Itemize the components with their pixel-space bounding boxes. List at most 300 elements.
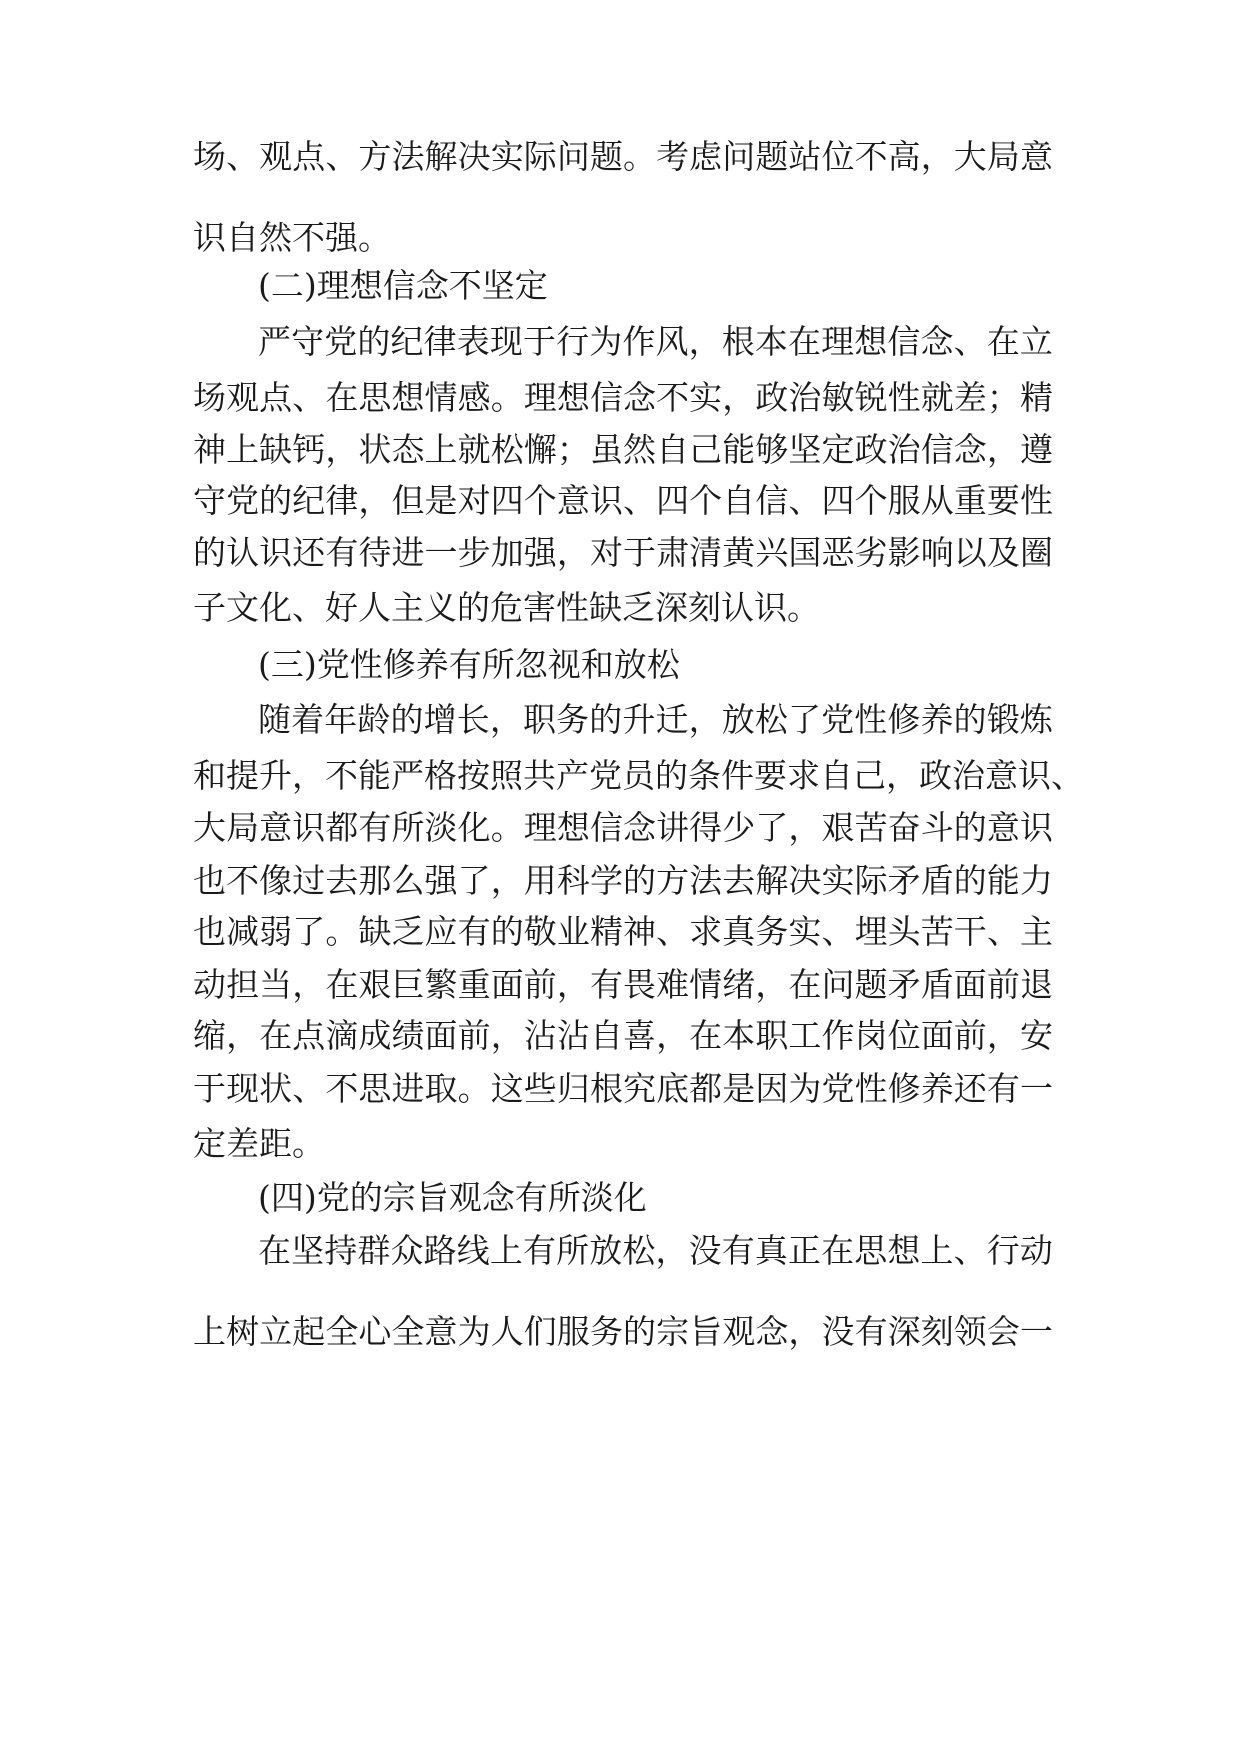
text-char: 观 xyxy=(226,378,260,417)
text-char: 放 xyxy=(721,700,755,739)
text-char: 局 xyxy=(226,808,260,847)
text-char: 的 xyxy=(953,808,987,847)
text-char: 神 xyxy=(623,912,657,951)
text-char: 这 xyxy=(490,1069,524,1108)
text-char: 恶 xyxy=(821,533,855,572)
text-char: 己 xyxy=(853,756,886,795)
text-char: 求 xyxy=(689,912,723,951)
text-char: 弱 xyxy=(259,912,293,951)
text-char: 所 xyxy=(391,808,425,847)
text-char: 信 xyxy=(887,322,921,361)
text-char: 精 xyxy=(589,912,623,951)
text-char: 岗 xyxy=(854,1016,888,1055)
text-char: 守 xyxy=(193,481,226,520)
text-char: 安 xyxy=(1019,1016,1053,1055)
text-char: 念 xyxy=(920,322,954,361)
text-line xyxy=(258,1231,1053,1271)
text-char: 清 xyxy=(689,533,723,572)
text-char: 们 xyxy=(523,1312,557,1351)
text-char: 树 xyxy=(226,1312,260,1351)
text-char: 作 xyxy=(821,1016,855,1055)
text-char: 劣 xyxy=(854,533,888,572)
text-char: 遵 xyxy=(1019,430,1053,469)
text-char: 钙 xyxy=(292,430,326,469)
text-char: 照 xyxy=(490,756,523,795)
text-char: 党 xyxy=(589,756,622,795)
text-char: 干 xyxy=(953,912,987,951)
text-char: ， xyxy=(490,861,524,900)
text-char: 高 xyxy=(887,137,921,176)
text-char: 养 xyxy=(920,700,954,739)
text-char: 沾 xyxy=(556,1016,590,1055)
text-char: 了 xyxy=(457,861,491,900)
text-char: ， xyxy=(722,378,756,417)
text-char: 、 xyxy=(623,481,657,520)
text-char: 修 xyxy=(887,700,921,739)
text-char: 矛 xyxy=(887,965,921,1004)
text-char: 上 xyxy=(226,430,260,469)
text-char: 就 xyxy=(457,430,491,469)
text-char: 想 xyxy=(556,378,590,417)
text-char: 步 xyxy=(457,533,491,572)
text-char: 、 xyxy=(292,378,326,417)
text-char: 够 xyxy=(755,430,789,469)
text-char: 、 xyxy=(325,137,359,176)
text-char: 斗 xyxy=(920,808,954,847)
text-char: 识 xyxy=(589,481,623,520)
text-char: 观 xyxy=(722,1312,756,1351)
text-char: 强 xyxy=(424,861,458,900)
text-char: 迁 xyxy=(655,700,689,739)
text-char: 是 xyxy=(424,481,458,520)
text-char: 肃 xyxy=(656,533,690,572)
text-char: 的 xyxy=(589,700,623,739)
text-char: 面 xyxy=(490,965,524,1004)
text-char: 面 xyxy=(953,965,987,1004)
text-char: 四 xyxy=(490,481,524,520)
text-char: 律 xyxy=(423,322,457,361)
text-char: 场 xyxy=(193,378,226,417)
text-char: 坚 xyxy=(788,430,822,469)
text-char: 、 xyxy=(1051,756,1084,795)
text-char: ， xyxy=(358,481,392,520)
text-char: 难 xyxy=(656,965,690,1004)
text-char: 缩 xyxy=(193,1016,226,1055)
text-char: 行 xyxy=(986,1231,1020,1270)
text-char: 响 xyxy=(920,533,954,572)
text-line xyxy=(193,1016,1053,1056)
text-char: 前 xyxy=(953,1016,987,1055)
text-char: 众 xyxy=(390,1231,424,1270)
text-char: 过 xyxy=(292,861,326,900)
text-char: 着 xyxy=(291,700,325,739)
text-char: 党 xyxy=(821,700,855,739)
text-char: 作 xyxy=(622,322,656,361)
text-char: 还 xyxy=(953,1069,987,1108)
text-char: ， xyxy=(490,1016,524,1055)
text-char: 旨 xyxy=(689,1312,723,1351)
text-char: 成 xyxy=(358,1016,392,1055)
text-char: 、 xyxy=(656,912,690,951)
text-char: 想 xyxy=(887,1231,921,1270)
text-char: 国 xyxy=(788,533,822,572)
text-char: 在 xyxy=(788,965,822,1004)
text-char: ， xyxy=(489,700,523,739)
text-char: 在 xyxy=(259,1016,293,1055)
text-char: 治 xyxy=(952,756,985,795)
text-char: 松 xyxy=(490,430,524,469)
text-char: 究 xyxy=(623,1069,657,1108)
text-char: 严 xyxy=(258,322,291,361)
text-char: 讲 xyxy=(656,808,690,847)
text-char: 为 xyxy=(788,1069,822,1108)
text-char: 繁 xyxy=(424,965,458,1004)
text-char: ， xyxy=(325,430,359,469)
text-char: 本 xyxy=(722,1016,756,1055)
text-char: 有 xyxy=(854,1312,888,1351)
text-char: 底 xyxy=(656,1069,690,1108)
text-char: 有 xyxy=(358,808,392,847)
text-char: 位 xyxy=(887,1016,921,1055)
text-char: 问 xyxy=(722,137,756,176)
text-char: 随 xyxy=(258,700,291,739)
text-char: 前 xyxy=(457,1016,491,1055)
text-char: 锐 xyxy=(854,378,888,417)
text-line xyxy=(258,322,1053,362)
text-char: 意 xyxy=(1019,137,1053,176)
text-char: 、 xyxy=(292,1069,326,1108)
text-char: 政 xyxy=(919,756,952,795)
text-char: 差 xyxy=(953,378,987,417)
text-char: 群 xyxy=(357,1231,391,1270)
text-char: 人 xyxy=(490,1312,524,1351)
text-char: 风 xyxy=(655,322,689,361)
text-char: 共 xyxy=(523,756,556,795)
text-char: 懈 xyxy=(523,430,557,469)
text-char: ， xyxy=(655,1231,689,1270)
text-char: 决 xyxy=(457,137,491,176)
text-char: 有 xyxy=(589,965,623,1004)
text-char: 进 xyxy=(391,1069,425,1108)
text-char: 敬 xyxy=(523,912,557,951)
text-char: 场 xyxy=(193,137,226,176)
text-char: 上 xyxy=(920,1231,954,1270)
text-char: 意 xyxy=(424,1312,458,1351)
text-char: 学 xyxy=(589,861,623,900)
text-char: 深 xyxy=(887,1312,921,1351)
text-char: 虽 xyxy=(589,430,623,469)
text-char: 都 xyxy=(325,808,359,847)
text-char: 思 xyxy=(358,378,392,417)
text-char: ， xyxy=(986,430,1020,469)
text-char: 党 xyxy=(226,481,260,520)
text-char: 线 xyxy=(456,1231,490,1270)
text-char: 神 xyxy=(193,430,226,469)
text-char: 解 xyxy=(755,861,789,900)
text-char: 站 xyxy=(788,137,822,176)
text-char: 题 xyxy=(755,137,789,176)
text-char: 从 xyxy=(920,481,954,520)
text-line xyxy=(193,1069,1053,1109)
text-char: 有 xyxy=(523,1231,556,1270)
text-char: 要 xyxy=(986,481,1020,520)
text-char: 念 xyxy=(623,808,657,847)
text-char: 的 xyxy=(390,700,424,739)
text-char: 上 xyxy=(424,430,458,469)
text-char: 定 xyxy=(821,430,855,469)
text-char: 识 xyxy=(1018,756,1051,795)
text-char: 科 xyxy=(556,861,590,900)
text-char: ， xyxy=(226,1016,260,1055)
text-char: 头 xyxy=(887,912,921,951)
text-char: 态 xyxy=(391,430,425,469)
text-char: 的 xyxy=(953,700,987,739)
text-char: 状 xyxy=(358,430,392,469)
text-char: 松 xyxy=(622,1231,656,1270)
text-char: 自 xyxy=(722,481,756,520)
text-char: 炼 xyxy=(1019,700,1053,739)
text-char: 现 xyxy=(489,322,523,361)
text-char: 方 xyxy=(656,861,690,900)
text-char: 的 xyxy=(193,533,226,572)
text-char: 纪 xyxy=(292,481,326,520)
text-char: 性 xyxy=(854,700,888,739)
text-char: 立 xyxy=(259,1312,293,1351)
text-char: 法 xyxy=(689,861,723,900)
text-char: 心 xyxy=(358,1312,392,1351)
text-char: 归 xyxy=(556,1069,590,1108)
text-char: 自 xyxy=(820,756,853,795)
text-char: 淡 xyxy=(424,808,458,847)
section-heading: (四)党的宗旨观念有所淡化 xyxy=(258,1178,647,1217)
text-char: ， xyxy=(556,965,590,1004)
text-char: 滴 xyxy=(325,1016,359,1055)
text-char: 严 xyxy=(391,756,424,795)
text-char: 些 xyxy=(523,1069,557,1108)
text-char: 政 xyxy=(755,378,789,417)
text-char: 感 xyxy=(457,378,491,417)
text-char: 治 xyxy=(788,378,822,417)
text-char: 真 xyxy=(722,912,756,951)
text-char: 动 xyxy=(1019,1231,1053,1270)
text-char: 真 xyxy=(754,1231,788,1270)
text-char: 决 xyxy=(788,861,822,900)
text-char: 守 xyxy=(291,322,325,361)
text-char: 松 xyxy=(754,700,788,739)
text-char: 缺 xyxy=(259,430,293,469)
text-char: 上 xyxy=(193,1312,226,1351)
text-char: 是 xyxy=(722,1069,756,1108)
text-char: 己 xyxy=(689,430,723,469)
text-char: 修 xyxy=(887,1069,921,1108)
text-char: 产 xyxy=(556,756,589,795)
text-char: 待 xyxy=(358,533,392,572)
text-char: 巨 xyxy=(391,965,425,1004)
text-char: 苦 xyxy=(854,808,888,847)
text-char: 自 xyxy=(589,1016,623,1055)
text-char: 圈 xyxy=(1019,533,1053,572)
text-char: 现 xyxy=(226,1069,260,1108)
text-char: ， xyxy=(755,965,789,1004)
text-char: ； xyxy=(986,378,1020,417)
text-char: 化 xyxy=(457,808,491,847)
text-char: 想 xyxy=(556,808,590,847)
text-line xyxy=(193,808,1053,848)
text-char: 想 xyxy=(391,378,425,417)
text-char: 精 xyxy=(1019,378,1053,417)
text-char: 进 xyxy=(391,533,425,572)
text-char: 立 xyxy=(1019,322,1053,361)
text-char: 实 xyxy=(689,378,723,417)
text-char: ， xyxy=(688,700,722,739)
text-char: 的 xyxy=(623,861,657,900)
text-char: 正 xyxy=(788,1231,821,1270)
text-line: 定差距。 xyxy=(193,1124,325,1163)
text-char: 畏 xyxy=(623,965,657,1004)
text-char: 龄 xyxy=(357,700,391,739)
text-char: 黄 xyxy=(722,533,756,572)
text-char: 件 xyxy=(721,756,754,795)
text-char: 持 xyxy=(324,1231,358,1270)
text-char: 取 xyxy=(424,1069,458,1108)
text-char: ， xyxy=(886,756,919,795)
text-char: 退 xyxy=(1019,965,1053,1004)
text-char: 前 xyxy=(523,965,557,1004)
text-char: 思 xyxy=(358,1069,392,1108)
text-char: 么 xyxy=(391,861,425,900)
text-char: 不 xyxy=(226,861,260,900)
text-char: 领 xyxy=(953,1312,987,1351)
text-char: ， xyxy=(292,756,325,795)
text-char: ； xyxy=(556,430,590,469)
text-char: 个 xyxy=(854,481,888,520)
text-char: ， xyxy=(788,1312,822,1351)
text-char: 治 xyxy=(887,430,921,469)
text-char: 为 xyxy=(589,322,623,361)
text-char: 纪 xyxy=(390,322,424,361)
text-line xyxy=(258,700,1053,740)
text-line xyxy=(193,481,1053,521)
text-char: 不 xyxy=(325,1069,359,1108)
text-char: 宗 xyxy=(656,1312,690,1351)
text-char: 及 xyxy=(986,533,1020,572)
text-char: 职 xyxy=(523,700,556,739)
text-char: 养 xyxy=(920,1069,954,1108)
text-char: 问 xyxy=(821,965,855,1004)
text-char: ， xyxy=(556,533,590,572)
text-char: 了 xyxy=(292,912,326,951)
text-char: 会 xyxy=(986,1312,1020,1351)
text-char: ， xyxy=(920,137,954,176)
text-char: 没 xyxy=(821,1312,855,1351)
text-char: 的 xyxy=(490,912,524,951)
text-char: 意 xyxy=(986,808,1020,847)
text-char: 际 xyxy=(523,137,557,176)
text-line xyxy=(193,137,1053,177)
text-char: 服 xyxy=(556,1312,590,1351)
text-char: 不 xyxy=(854,137,888,176)
text-char: 所 xyxy=(556,1231,590,1270)
text-char: 矛 xyxy=(887,861,921,900)
text-char: 于 xyxy=(193,1069,226,1108)
text-char: 个 xyxy=(689,481,723,520)
text-char: 观 xyxy=(259,137,293,176)
text-char: 也 xyxy=(193,861,226,900)
text-char: 思 xyxy=(854,1231,888,1270)
text-char: 工 xyxy=(788,1016,822,1055)
text-char: 题 xyxy=(589,137,623,176)
text-char: 年 xyxy=(324,700,358,739)
text-char: 政 xyxy=(854,430,888,469)
text-char: 在 xyxy=(788,322,821,361)
text-char: 在 xyxy=(325,965,359,1004)
text-char: 影 xyxy=(887,533,921,572)
text-char: 要 xyxy=(754,756,787,795)
text-char: 意 xyxy=(985,756,1018,795)
text-char: 坚 xyxy=(291,1231,325,1270)
text-char: 能 xyxy=(986,861,1020,900)
text-char: 没 xyxy=(688,1231,722,1270)
text-char: 根 xyxy=(589,1069,623,1108)
text-line xyxy=(193,533,1053,573)
text-char: 求 xyxy=(787,756,820,795)
section-heading: (二)理想信念不坚定 xyxy=(258,266,548,305)
text-char: ， xyxy=(656,1016,690,1055)
text-char: 埋 xyxy=(854,912,888,951)
text-char: 职 xyxy=(755,1016,789,1055)
text-char: 绩 xyxy=(391,1016,425,1055)
text-char: 了 xyxy=(755,808,789,847)
text-char: 按 xyxy=(457,756,490,795)
text-char: 务 xyxy=(556,700,590,739)
text-char: 在 xyxy=(689,1016,723,1055)
text-char: 。 xyxy=(490,808,524,847)
text-char: 有 xyxy=(457,912,491,951)
text-char: ， xyxy=(986,1016,1020,1055)
text-char: 放 xyxy=(589,1231,623,1270)
text-char: 。 xyxy=(490,378,524,417)
text-char: 上 xyxy=(489,1231,523,1270)
text-char: 主 xyxy=(1019,912,1053,951)
text-char: 但 xyxy=(391,481,425,520)
text-char: 想 xyxy=(854,322,888,361)
text-char: 业 xyxy=(556,912,590,951)
text-line xyxy=(193,912,1053,952)
text-char: 、 xyxy=(953,322,987,361)
text-char: 喜 xyxy=(623,1016,657,1055)
text-char: 实 xyxy=(821,861,855,900)
text-char: ， xyxy=(788,808,822,847)
text-char: 升 xyxy=(259,756,292,795)
text-char: 四 xyxy=(656,481,690,520)
text-char: 解 xyxy=(424,137,458,176)
text-char: 考 xyxy=(656,137,690,176)
text-char: 信 xyxy=(589,808,623,847)
text-char: 服 xyxy=(887,481,921,520)
text-char: 提 xyxy=(226,756,259,795)
text-char: 面 xyxy=(424,1016,458,1055)
text-char: 路 xyxy=(423,1231,457,1270)
text-char: 务 xyxy=(589,1312,623,1351)
text-char: 力 xyxy=(1019,861,1053,900)
text-char: 表 xyxy=(456,322,490,361)
text-char: 兴 xyxy=(755,533,789,572)
text-char: 就 xyxy=(920,378,954,417)
section-heading: (三)党性修养有所忽视和放松 xyxy=(258,645,680,684)
text-char: 理 xyxy=(523,808,557,847)
text-char: 四 xyxy=(821,481,855,520)
text-char: 缺 xyxy=(358,912,392,951)
